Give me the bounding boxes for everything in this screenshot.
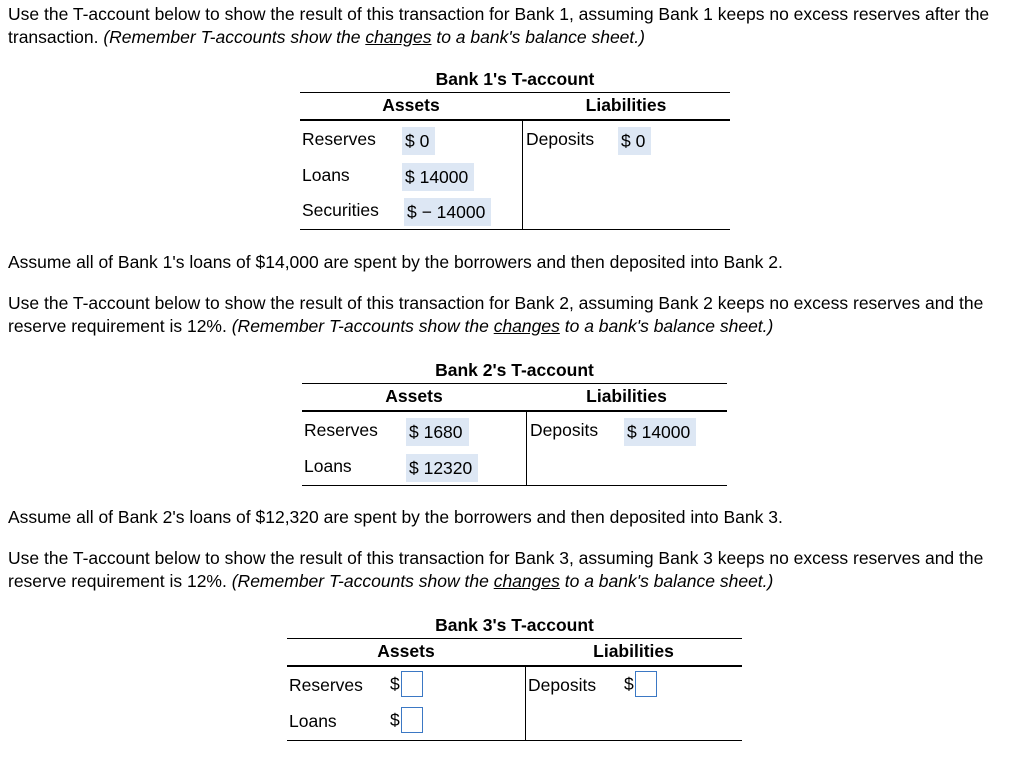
row-label-loans: Loans: [302, 165, 350, 185]
row-label-reserves: Reserves: [289, 675, 363, 695]
liabilities-header: Liabilities: [586, 386, 667, 406]
t-account-title: Bank 3's T-account: [435, 615, 594, 635]
dollar-sign: $: [624, 674, 634, 694]
header-divider: [302, 410, 727, 412]
t-account-title: Bank 1's T-account: [435, 69, 595, 89]
deposits-value: $ 0: [618, 127, 651, 155]
instruction-note: (Remember T-accounts show the changes to a bank's balance sheet.): [231, 571, 774, 591]
loans-value: $ 12320: [406, 454, 478, 482]
row-label-reserves: Reserves: [302, 129, 376, 149]
header-divider: [300, 119, 730, 121]
reserves-input[interactable]: [401, 671, 423, 697]
liabilities-header: Liabilities: [593, 641, 674, 661]
loans-value: $ 14000: [402, 163, 474, 191]
instruction-bank1: Use the T-account below to show the result of this transaction for Bank 1, assuming Bank 1 keeps no excess reserves after the transaction. (Remember T-accounts show the changes to a bank's balance sheet.): [8, 4, 990, 47]
title-divider: [300, 92, 730, 93]
header-divider: [287, 665, 742, 667]
t-account-divider: [525, 666, 526, 740]
assets-header: Assets: [377, 641, 435, 661]
assets-header: Assets: [382, 95, 440, 115]
dollar-sign: $: [390, 710, 400, 730]
deposits-value: $ 14000: [624, 418, 696, 446]
instruction-bank2: Use the T-account below to show the result of this transaction for Bank 2, assuming Bank 2 keeps no excess reserves and the reserve requirement is 12%. (Remember T-accounts show the changes to a bank's balance sheet.): [8, 293, 984, 336]
statement-bank3-deposit: Assume all of Bank 2's loans of $12,320 are spent by the borrowers and then deposited into Bank 3.: [8, 507, 783, 527]
instruction-note: (Remember T-accounts show the changes to a bank's balance sheet.): [231, 316, 774, 336]
row-label-deposits: Deposits: [530, 420, 599, 440]
row-label-deposits: Deposits: [526, 129, 595, 149]
title-divider: [287, 638, 742, 639]
row-label-deposits: Deposits: [528, 675, 597, 695]
instruction-note: (Remember T-accounts show the changes to a bank's balance sheet.): [103, 27, 645, 47]
reserves-value: $ 0: [402, 127, 435, 155]
bottom-line: [302, 485, 727, 486]
dollar-sign: $: [390, 674, 400, 694]
t-account-divider: [526, 411, 527, 485]
row-label-reserves: Reserves: [304, 420, 378, 440]
t-account-divider: [522, 120, 523, 229]
title-divider: [302, 383, 727, 384]
reserves-value: $ 1680: [406, 418, 469, 446]
row-label-loans: Loans: [304, 456, 352, 476]
liabilities-header: Liabilities: [585, 95, 667, 115]
statement-bank2-deposit: Assume all of Bank 1's loans of $14,000 are spent by the borrowers and then deposited into Bank 2.: [8, 252, 783, 272]
bank1-t-account: [300, 68, 730, 230]
assets-header: Assets: [385, 386, 443, 406]
row-label-loans: Loans: [289, 711, 337, 731]
instruction-bank3: Use the T-account below to show the result of this transaction for Bank 3, assuming Bank 3 keeps no excess reserves and the reserve requirement is 12%. (Remember T-accounts show the changes to a bank's balance sheet.): [8, 548, 984, 591]
bank2-t-account: [302, 359, 727, 486]
loans-input[interactable]: [401, 707, 423, 733]
row-label-securities: Securities: [302, 200, 379, 220]
bottom-line: [287, 740, 742, 741]
bottom-line: [300, 229, 730, 230]
deposits-input[interactable]: [635, 671, 657, 697]
t-account-title: Bank 2's T-account: [435, 360, 594, 380]
bank3-t-account: [287, 614, 742, 741]
securities-value: $ − 14000: [404, 198, 491, 226]
